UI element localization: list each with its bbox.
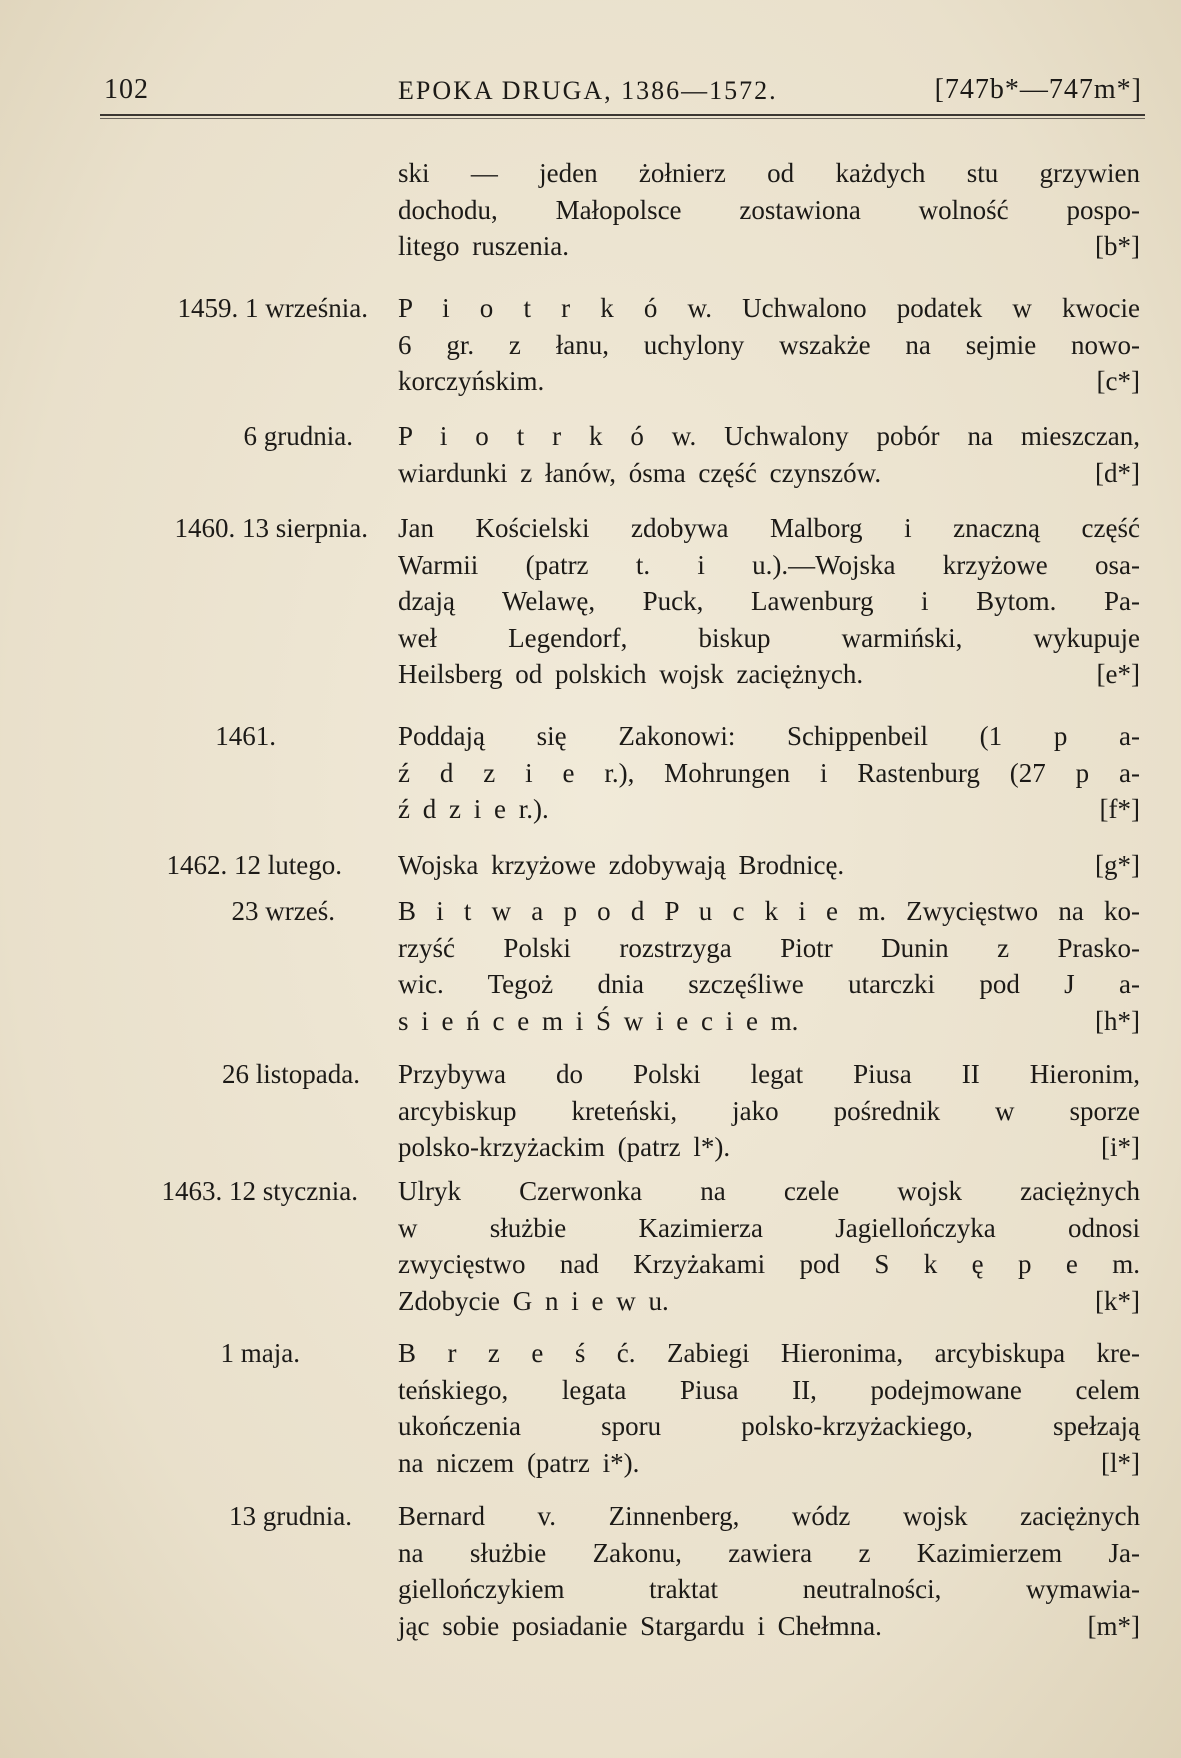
entry-text-line [398,893,1140,929]
entry-text: B i t w a p o d P u c k i e m. Zwycięstwo na ko- [398,896,1140,926]
entry-text: ukończenia sporu polsko-krzyżackiego, spełzają [398,1411,1140,1441]
entry-date: 6 grudnia. [243,421,353,451]
entry-text-line [398,1608,1140,1644]
entry-text-line [398,1283,1140,1319]
entry-text: B r z e ś ć. Zabiegi Hieronima, arcybiskupa kre- [398,1338,1140,1368]
entry-text-line [398,363,1140,399]
entry-text: ź d z i e r.), Mohrungen i Rastenburg (27 p a- [398,757,1140,788]
entry-text-line [398,1372,1140,1408]
entry-text-line [398,656,1140,692]
entry-date: 23 wrześ. [231,896,335,926]
entry-text: giellończykiem traktat neutralności, wymawia- [398,1574,1140,1604]
entry-range: [747b*—747m*] [934,74,1142,105]
entry-text: arcybiskup kreteński, jako pośrednik w sporze [398,1095,1140,1126]
footnote-reference: [k*] [1095,1285,1140,1316]
entry-text-line [398,755,1140,791]
entry-text: dzają Welawę, Puck, Lawenburg i Bytom. Pa- [398,586,1140,616]
footnote-reference: [f*] [1099,794,1140,824]
entry-text: weł Legendorf, biskup warmiński, wykupuje [398,622,1140,653]
entry-text-line [398,791,1140,827]
entry-date: 1459. 1 września. [177,293,368,323]
entry-text-line [398,1003,1140,1039]
entry-text: zwycięstwo nad Krzyżakami pod S k ę p e m. [398,1249,1140,1279]
entry-text: Wojska krzyżowe zdobywają Brodnicę. [398,850,845,880]
entry-text-line [398,1056,1140,1092]
entry-text: dochodu, Małopolsce zostawiona wolność pospo- [398,194,1140,225]
entry-date: 26 listopada. [222,1059,360,1089]
entry-text: rzyść Polski rozstrzyga Piotr Dunin z Prasko- [398,932,1140,963]
entry-text: 6 gr. z łanu, uchylony wszakże na sejmie nowo- [398,329,1140,360]
entry-text-line [398,1408,1140,1444]
entry-text-line [398,1445,1140,1481]
page-number: 102 [104,74,149,105]
entry-text-line [398,327,1140,363]
entry-text-line [398,966,1140,1002]
entry-text: s i e ń c e m i Ś w i e c i e m. [398,1005,799,1036]
entry-text: litego ruszenia. [398,231,569,261]
entry-text-line [398,1571,1140,1607]
footnote-reference: [l*] [1101,1447,1140,1478]
entry-text: P i o t r k ó w. Uchwalono podatek w kwocie [398,293,1140,323]
footnote-reference: [h*] [1095,1005,1140,1036]
entry-date: 1460. 13 sierpnia. [174,513,368,543]
entry-text: teńskiego, legata Piusa II, podejmowane celem [398,1374,1140,1405]
running-title: EPOKA DRUGA, 1386—1572. [398,76,778,105]
entry-text-line [398,1210,1140,1246]
footnote-reference: [b*] [1095,231,1140,261]
entry-text-line [398,1498,1140,1534]
entry-text: Ulryk Czerwonka na czele wojsk zaciężnych [398,1176,1140,1206]
footnote-reference: [m*] [1087,1610,1140,1641]
entry-text: P i o t r k ó w. Uchwalony pobór na mieszczan, [398,421,1140,451]
entry-text: polsko-krzyżackim (patrz l*). [398,1132,731,1162]
entry-date: 1462. 12 lutego. [166,850,342,880]
entry-text: Bernard v. Zinnenberg, wódz wojsk zaciężnych [398,1501,1140,1531]
entry-text: wic. Tegoż dnia szczęśliwe utarczki pod J a- [398,969,1140,999]
entry-text-line [398,1335,1140,1371]
entry-text-line [398,1173,1140,1209]
entry-text: Poddają się Zakonowi: Schippenbeil (1 p a- [398,721,1140,751]
footnote-reference: [c*] [1096,366,1140,396]
footnote-reference: [e*] [1096,659,1140,689]
entry-text-line [398,1246,1140,1282]
entry-text: Zdobycie G n i e w u. [398,1285,669,1316]
entry-date: 1 maja. [220,1338,300,1368]
entry-text-line [398,718,1140,754]
entry-text-line [398,547,1140,583]
entry-text: wiardunki z łanów, ósma część czynszów. [398,457,882,488]
entry-text: ź d z i e r.). [398,794,549,824]
entry-text: Warmii (patrz t. i u.).—Wojska krzyżowe osa- [398,549,1140,580]
entry-text: Przybywa do Polski legat Piusa II Hieronim, [398,1059,1140,1089]
entry-text-line [398,192,1140,228]
entry-date: 1461. [215,721,276,751]
entry-date: 1463. 12 stycznia. [161,1176,358,1206]
entry-text: w służbie Kazimierza Jagiellończyka odnosi [398,1212,1140,1243]
entry-text-line [398,510,1140,546]
footnote-reference: [i*] [1101,1132,1140,1162]
entry-text-line [398,418,1140,454]
entry-text-line [398,930,1140,966]
footnote-reference: [g*] [1095,850,1140,880]
entry-text-line [398,1535,1140,1571]
entry-date: 13 grudnia. [229,1501,352,1531]
entry-text: na niczem (patrz i*). [398,1447,640,1478]
entry-text-line [398,1129,1140,1165]
entry-text-line [398,1093,1140,1129]
entry-text-line [398,290,1140,326]
entry-text-line [398,583,1140,619]
entry-text: ski — jeden żołnierz od każdych stu grzywien [398,158,1140,188]
entry-text-line [398,155,1140,191]
entry-text-line [398,620,1140,656]
footnote-reference: [d*] [1095,457,1140,488]
entry-text: jąc sobie posiadanie Stargardu i Chełmna. [398,1610,882,1641]
entry-text: Jan Kościelski zdobywa Malborg i znaczną część [398,513,1140,543]
entry-text-line [398,228,1140,264]
entry-text-line [398,847,1140,883]
entry-text: Heilsberg od polskich wojsk zaciężnych. [398,659,864,689]
entry-text-line [398,455,1140,491]
entry-text: na służbie Zakonu, zawiera z Kazimierzem Ja- [398,1537,1140,1568]
entry-text: korczyńskim. [398,366,545,396]
